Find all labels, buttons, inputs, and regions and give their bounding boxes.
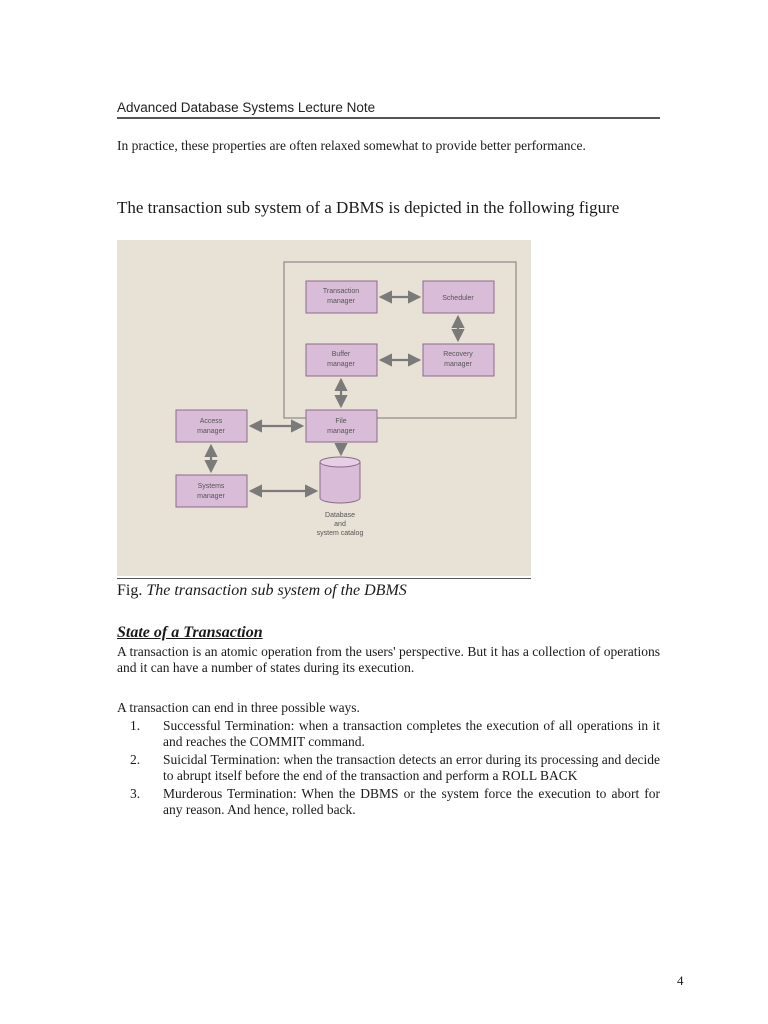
database-cylinder-icon (320, 457, 360, 503)
access-manager-box (176, 410, 247, 442)
list-item-number: 1. (130, 718, 141, 733)
file-manager-label-1: File (335, 418, 347, 425)
page-header: Advanced Database Systems Lecture Note (117, 100, 660, 119)
state-paragraph: A transaction is an atomic operation from the users' perspective. But it has a collection of operations and it can have a number of states during its execution. (117, 644, 660, 675)
database-label-2: and (334, 521, 346, 528)
transaction-subsystem-figure (117, 240, 531, 576)
scheduler-label: Scheduler (442, 295, 474, 302)
recovery-manager-box (423, 344, 494, 376)
transaction-subsystem-diagram (117, 240, 531, 576)
database-label-1: Database (325, 512, 355, 519)
systems-manager-label-1: Systems (197, 483, 225, 490)
list-item (130, 718, 660, 750)
caption-prefix: Fig. (117, 582, 143, 599)
list-item (130, 786, 660, 818)
transaction-manager-label-2: manager (327, 298, 355, 305)
file-manager-box (306, 410, 377, 442)
page-number: 4 (677, 973, 684, 988)
file-manager-label-2: manager (327, 428, 355, 435)
end-intro-paragraph: A transaction can end in three possible ways. (117, 700, 360, 715)
buffer-manager-label-2: manager (327, 361, 355, 368)
buffer-manager-label-1: Buffer (331, 351, 351, 358)
list-item-text: Suicidal Termination: when the transaction detects an error during its processing and decide to abrupt itself before the end of the transaction and perform a ROLL BACK (163, 752, 660, 783)
list-item-number: 2. (130, 752, 141, 767)
termination-list (130, 718, 660, 820)
access-manager-label-1: Access (199, 418, 223, 425)
buffer-manager-box (306, 344, 377, 376)
intro-paragraph: In practice, these properties are often relaxed somewhat to provide better performance. (117, 138, 586, 153)
systems-manager-box (176, 475, 247, 507)
figure-caption (117, 582, 407, 600)
section-title: State of a Transaction (117, 624, 263, 641)
transaction-manager-label-1: Transaction (322, 288, 360, 295)
database-label-3: system catalog (316, 530, 364, 537)
access-manager-label-2: manager (197, 428, 225, 435)
systems-manager-label-2: manager (197, 493, 225, 500)
list-item (130, 752, 660, 784)
list-item-text: Murderous Termination: When the DBMS or the system force the execution to abort for any reason. And hence, rolled back. (163, 786, 660, 817)
figure-divider (117, 578, 531, 579)
recovery-manager-label-2: manager (444, 361, 472, 368)
figure-intro-heading: The transaction sub system of a DBMS is depicted in the following figure (117, 198, 620, 217)
caption-text: The transaction sub system of the DBMS (146, 582, 407, 599)
list-item-text: Successful Termination: when a transaction completes the execution of all operations in it and reaches the COMMIT command. (163, 718, 660, 749)
recovery-manager-label-1: Recovery (443, 351, 473, 358)
transaction-manager-box (306, 281, 377, 313)
list-item-number: 3. (130, 786, 141, 801)
